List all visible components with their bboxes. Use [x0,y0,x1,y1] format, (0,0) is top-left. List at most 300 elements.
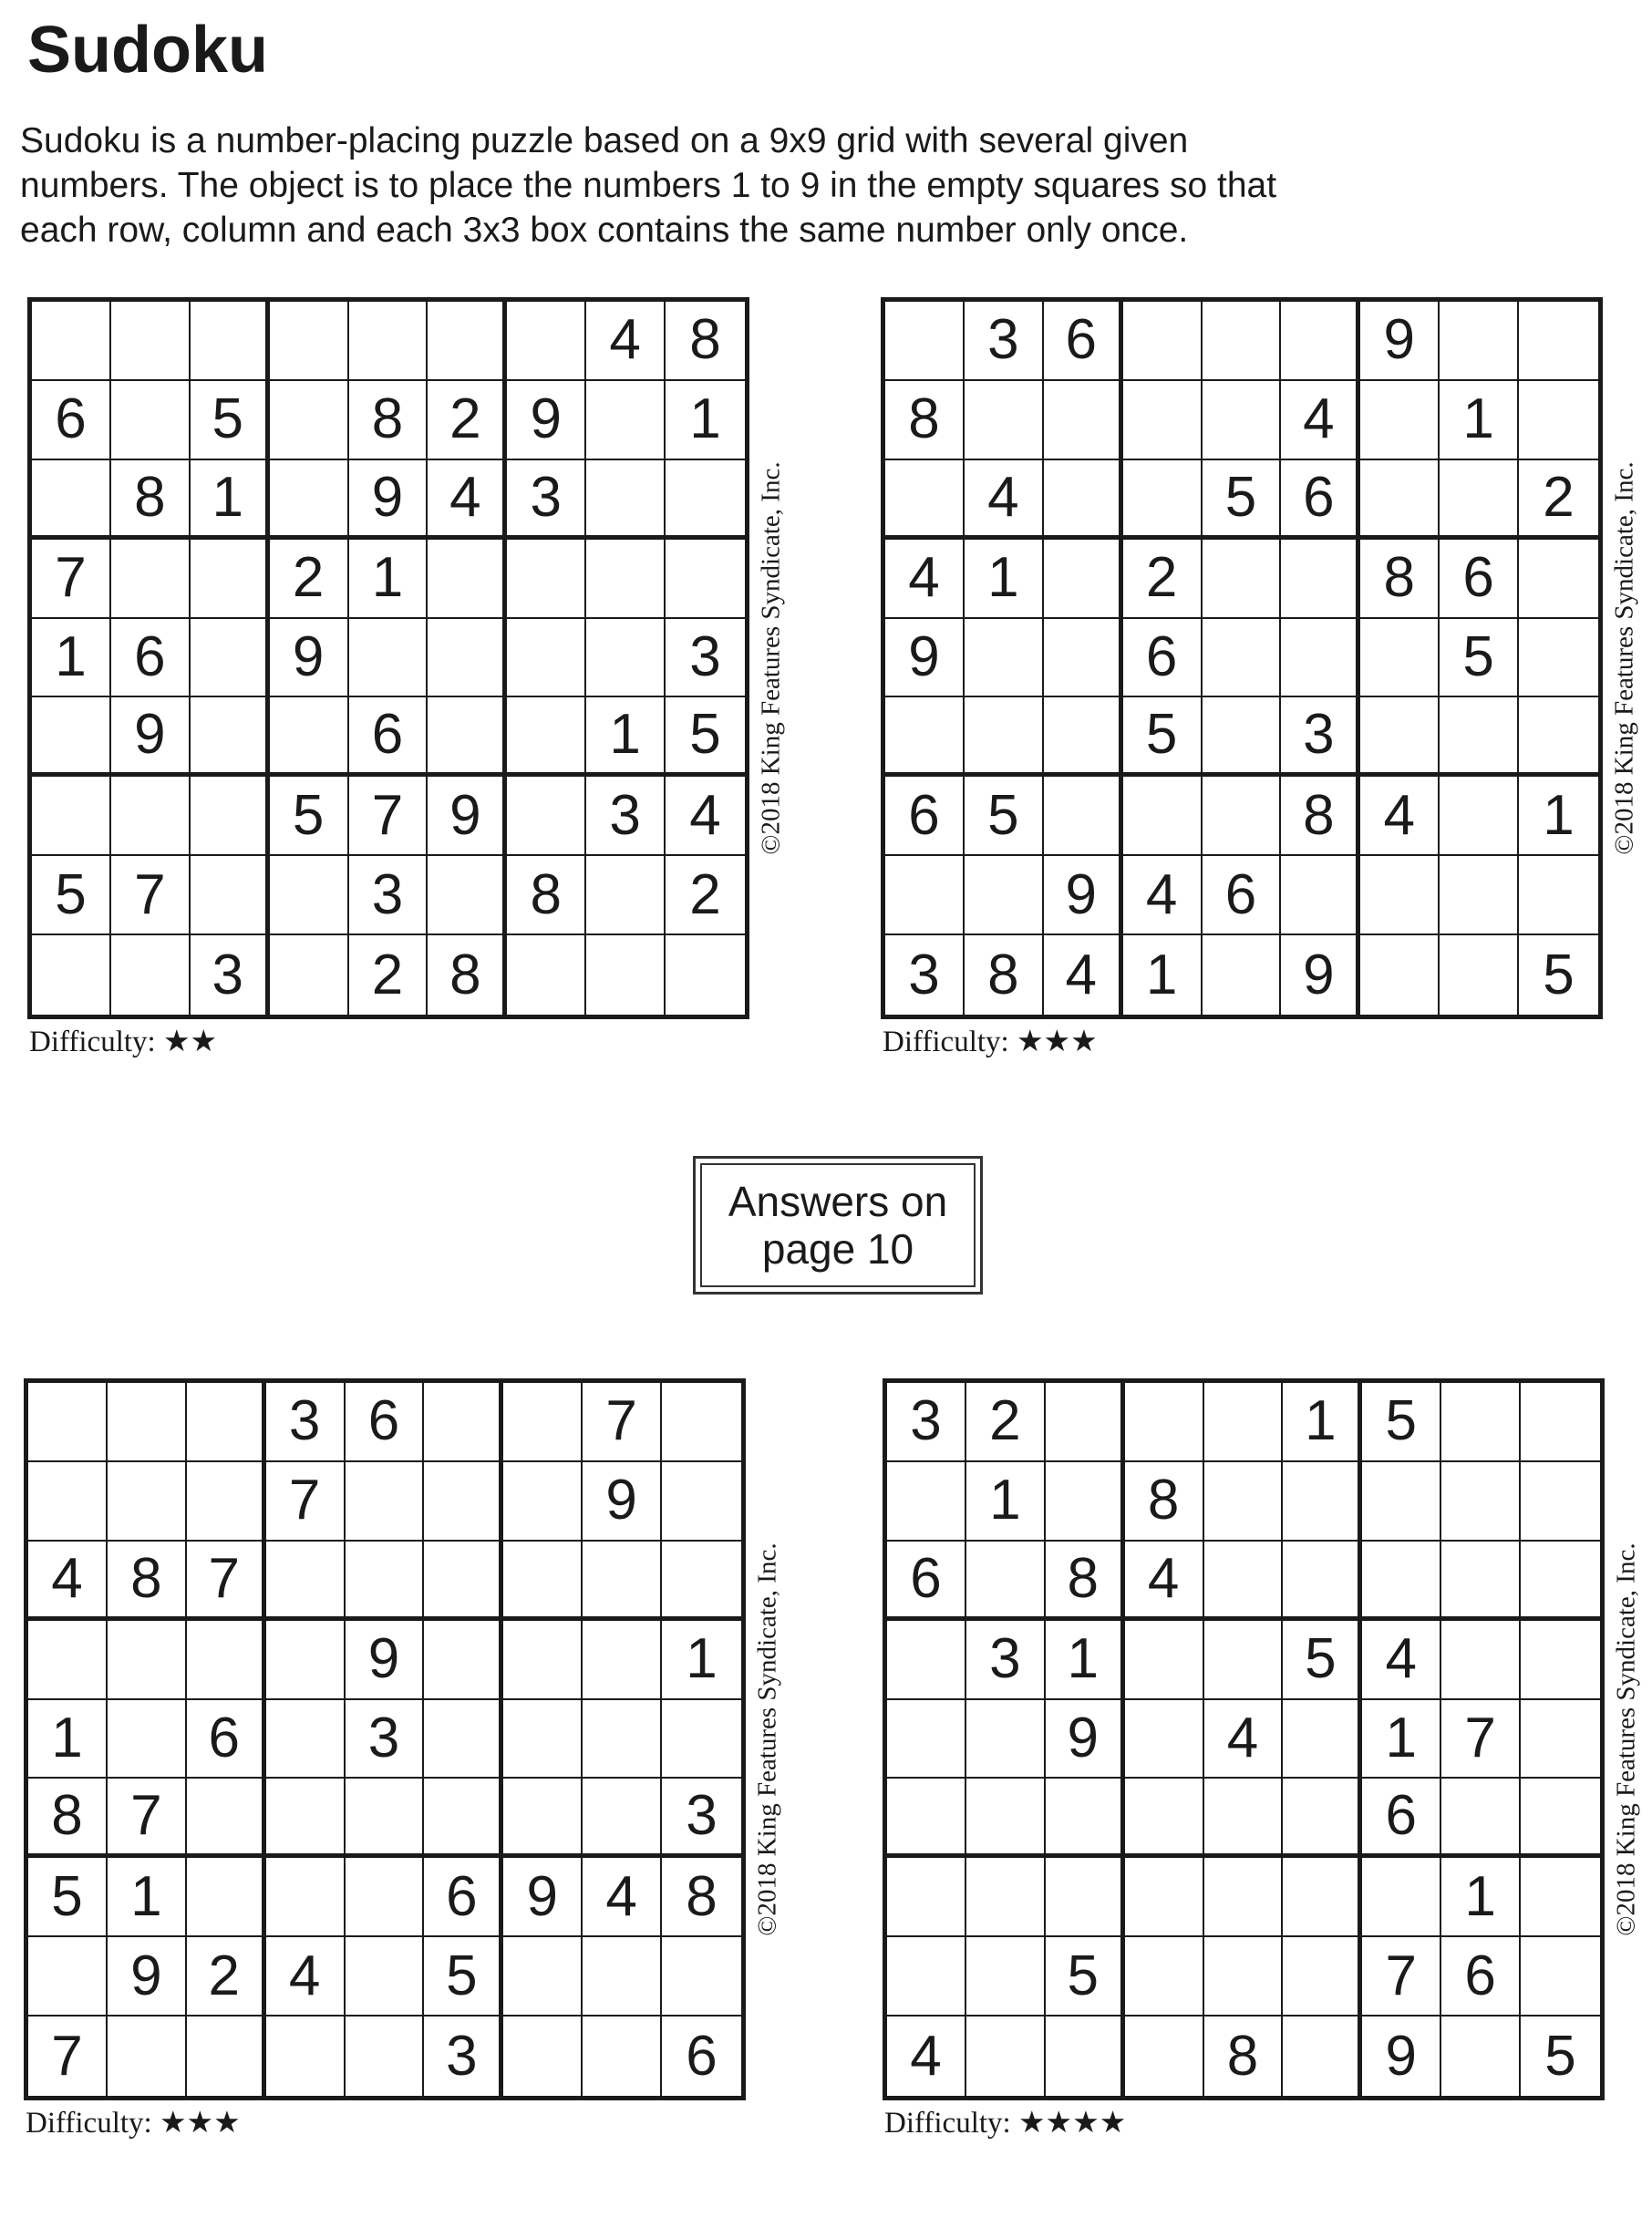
empty-cell[interactable] [1204,1779,1284,1858]
empty-cell[interactable] [424,1779,503,1858]
given-cell: 9 [1360,302,1440,381]
empty-cell[interactable] [424,1621,503,1700]
empty-cell[interactable] [503,1462,583,1542]
copyright-text: ©2018 King Features Syndicate, Inc. [1609,461,1639,855]
given-cell: 9 [108,1937,187,2017]
empty-cell[interactable] [1283,1779,1362,1858]
empty-cell[interactable] [1360,856,1440,935]
empty-cell[interactable] [662,1700,741,1779]
empty-cell[interactable] [1044,697,1123,777]
empty-cell[interactable] [1123,302,1203,381]
empty-cell[interactable] [1521,1779,1600,1858]
given-cell: 5 [1544,2024,1576,2088]
given-cell: 8 [507,856,586,935]
given-cell: 2 [428,381,507,460]
given-cell: 8 [111,460,191,540]
empty-cell[interactable] [1441,2017,1521,2096]
empty-cell[interactable] [270,460,349,540]
given-cell: 4 [1362,1621,1441,1700]
empty-cell[interactable] [507,935,586,1015]
given-cell: 2 [349,935,428,1015]
empty-cell[interactable] [1046,1779,1125,1858]
given-cell: 1 [1123,935,1203,1015]
empty-cell[interactable] [346,2017,425,2096]
empty-cell[interactable] [1521,1858,1600,1937]
given-cell: 2 [966,1383,1046,1462]
empty-cell[interactable] [1044,619,1123,698]
empty-cell[interactable] [270,697,349,777]
given-cell: 4 [28,1542,108,1621]
empty-cell[interactable] [1203,935,1282,1015]
empty-cell[interactable] [503,1621,583,1700]
given-cell: 1 [1283,1383,1362,1462]
empty-cell[interactable] [266,1700,346,1779]
empty-cell[interactable] [887,1462,966,1542]
empty-cell[interactable] [1521,1542,1600,1621]
empty-cell[interactable] [885,302,965,381]
empty-cell[interactable] [108,2017,187,2096]
empty-cell[interactable] [503,1700,583,1779]
empty-cell[interactable] [1283,1462,1362,1542]
copyright-text: ©2018 King Features Syndicate, Inc. [752,1542,782,1936]
empty-cell[interactable] [1044,460,1123,540]
empty-cell[interactable] [346,1858,425,1937]
empty-cell[interactable] [586,935,666,1015]
empty-cell[interactable] [1044,777,1123,856]
empty-cell[interactable] [266,1779,346,1858]
empty-cell[interactable] [266,2017,346,2096]
empty-cell[interactable] [270,302,349,381]
empty-cell[interactable] [266,1858,346,1937]
empty-cell[interactable] [1440,302,1519,381]
copyright-text: ©2018 King Features Syndicate, Inc. [756,461,786,855]
empty-cell[interactable] [1440,697,1519,777]
empty-cell[interactable] [1046,1858,1125,1937]
given-cell: 4 [965,460,1044,540]
empty-cell[interactable] [1521,1937,1600,2017]
given-cell: 3 [662,1779,741,1858]
given-cell: 6 [887,1542,966,1621]
given-cell: 9 [349,460,428,540]
empty-cell[interactable] [1519,381,1598,460]
empty-cell[interactable] [666,460,745,540]
empty-cell[interactable] [586,856,666,935]
given-cell: 3 [1281,697,1360,777]
empty-cell[interactable] [428,856,507,935]
empty-cell[interactable] [1360,460,1440,540]
empty-cell[interactable] [966,1858,1046,1937]
empty-cell[interactable] [111,935,191,1015]
empty-cell[interactable] [1521,1383,1600,1462]
given-cell: 7 [583,1383,662,1462]
given-cell: 3 [586,777,666,856]
given-cell: 1 [1441,1858,1521,1937]
empty-cell[interactable] [1519,619,1598,698]
empty-cell[interactable] [887,1621,966,1700]
given-cell: 2 [270,540,349,619]
given-cell: 4 [1125,1542,1204,1621]
empty-cell[interactable] [1046,1383,1125,1462]
given-cell: 3 [666,619,745,698]
empty-cell[interactable] [1125,1700,1204,1779]
empty-cell[interactable] [187,1779,266,1858]
given-cell: 5 [666,697,745,777]
empty-cell[interactable] [424,1383,503,1462]
given-cell: 7 [266,1462,346,1542]
empty-cell[interactable] [346,1542,425,1621]
empty-cell[interactable] [507,302,586,381]
empty-cell[interactable] [266,1542,346,1621]
given-cell: 4 [666,777,745,856]
empty-cell[interactable] [1123,777,1203,856]
given-cell: 9 [1281,935,1360,1015]
empty-cell[interactable] [191,777,270,856]
given-cell: 9 [428,777,507,856]
empty-cell[interactable] [1440,935,1519,1015]
empty-cell[interactable] [1125,1621,1204,1700]
empty-cell[interactable] [1281,619,1360,698]
empty-cell[interactable] [1125,2017,1204,2096]
empty-cell[interactable] [662,1542,741,1621]
empty-cell[interactable] [1360,619,1440,698]
empty-cell[interactable] [1281,302,1360,381]
given-cell: 1 [965,540,1044,619]
empty-cell[interactable] [346,1779,425,1858]
empty-cell[interactable] [503,1937,583,2017]
empty-cell[interactable] [666,540,745,619]
given-cell: 9 [1046,1700,1125,1779]
empty-cell[interactable] [662,1383,741,1462]
empty-cell[interactable] [887,1779,966,1858]
empty-cell[interactable] [1283,2017,1362,2096]
given-cell: 8 [965,935,1044,1015]
empty-cell[interactable] [507,540,586,619]
empty-cell[interactable] [1360,935,1440,1015]
empty-cell[interactable] [191,619,270,698]
empty-cell[interactable] [108,1621,187,1700]
empty-cell[interactable] [583,1937,662,2017]
empty-cell[interactable] [424,1462,503,1542]
given-cell: 8 [885,381,965,460]
given-cell: 6 [1362,1779,1441,1858]
empty-cell[interactable] [428,619,507,698]
empty-cell[interactable] [503,1779,583,1858]
empty-cell[interactable] [349,619,428,698]
empty-cell[interactable] [965,856,1044,935]
empty-cell[interactable] [507,697,586,777]
empty-cell[interactable] [187,1621,266,1700]
empty-cell[interactable] [966,2017,1046,2096]
empty-cell[interactable] [1360,381,1440,460]
given-cell: 3 [266,1383,346,1462]
empty-cell[interactable] [583,1621,662,1700]
empty-cell[interactable] [111,302,191,381]
empty-cell[interactable] [583,1700,662,1779]
given-cell: 4 [1281,381,1360,460]
difficulty-rating: Difficulty: ★★★★ [884,2107,1127,2140]
empty-cell[interactable] [191,540,270,619]
empty-cell[interactable] [1519,540,1598,619]
given-cell: 7 [108,1779,187,1858]
given-cell: 7 [349,777,428,856]
given-cell: 4 [583,1858,662,1937]
empty-cell[interactable] [503,1383,583,1462]
empty-cell[interactable] [187,1383,266,1462]
empty-cell[interactable] [1123,381,1203,460]
given-cell: 1 [28,1700,108,1779]
empty-cell[interactable] [1044,381,1123,460]
empty-cell[interactable] [1283,1937,1362,2017]
empty-cell[interactable] [1204,1937,1284,2017]
given-cell: 6 [32,381,111,460]
given-cell: 1 [1440,381,1519,460]
given-cell: 8 [1046,1542,1125,1621]
empty-cell[interactable] [1046,1462,1125,1542]
empty-cell[interactable] [586,460,666,540]
given-cell: 7 [32,540,111,619]
empty-cell[interactable] [586,381,666,460]
empty-cell[interactable] [1283,1700,1362,1779]
given-cell: 2 [187,1937,266,2017]
empty-cell[interactable] [885,856,965,935]
empty-cell[interactable] [108,1462,187,1542]
empty-cell[interactable] [266,1621,346,1700]
given-cell: 8 [1125,1462,1204,1542]
given-cell: 4 [887,2017,966,2096]
empty-cell[interactable] [28,1462,108,1542]
empty-cell[interactable] [1125,1779,1204,1858]
given-cell: 2 [1519,460,1598,540]
empty-cell[interactable] [428,697,507,777]
empty-cell[interactable] [1440,777,1519,856]
copyright-text: ©2018 King Features Syndicate, Inc. [1611,1542,1641,1936]
empty-cell[interactable] [662,1462,741,1542]
given-cell: 6 [111,619,191,698]
empty-cell[interactable] [32,697,111,777]
empty-cell[interactable] [1203,777,1282,856]
given-cell: 8 [662,1858,741,1937]
empty-cell[interactable] [111,381,191,460]
empty-cell[interactable] [1440,856,1519,935]
empty-cell[interactable] [1204,1383,1284,1462]
empty-cell[interactable] [965,381,1044,460]
empty-cell[interactable] [666,935,745,1015]
empty-cell[interactable] [28,1383,108,1462]
empty-cell[interactable] [28,1937,108,2017]
empty-cell[interactable] [503,1542,583,1621]
given-cell: 3 [507,460,586,540]
empty-cell[interactable] [32,460,111,540]
empty-cell[interactable] [1521,1462,1600,1542]
empty-cell[interactable] [507,777,586,856]
given-cell: 3 [885,935,965,1015]
given-cell: 9 [885,619,965,698]
empty-cell[interactable] [507,619,586,698]
sudoku-grid [27,297,749,1019]
given-cell: 5 [32,856,111,935]
given-cell: 6 [686,2024,718,2088]
empty-cell[interactable] [32,935,111,1015]
empty-cell[interactable] [1281,540,1360,619]
empty-cell[interactable] [1204,1542,1284,1621]
empty-cell[interactable] [1362,1858,1441,1937]
empty-cell[interactable] [966,1937,1046,2017]
given-cell: 7 [187,1542,266,1621]
empty-cell[interactable] [1204,1621,1284,1700]
difficulty-rating: Difficulty: ★★★ [883,1026,1098,1058]
given-cell: 4 [266,1937,346,2017]
empty-cell[interactable] [662,1937,741,2017]
given-cell: 1 [32,619,111,698]
empty-cell[interactable] [887,1937,966,2017]
empty-cell[interactable] [1283,1858,1362,1937]
given-cell: 9 [270,619,349,698]
empty-cell[interactable] [1283,1542,1362,1621]
empty-cell[interactable] [586,540,666,619]
empty-cell[interactable] [1044,540,1123,619]
given-cell: 5 [1283,1621,1362,1700]
empty-cell[interactable] [1441,1542,1521,1621]
empty-cell[interactable] [1362,1542,1441,1621]
empty-cell[interactable] [108,1383,187,1462]
given-cell: 2 [666,856,745,935]
empty-cell[interactable] [428,302,507,381]
sudoku-grid [881,297,1603,1019]
empty-cell[interactable] [887,1858,966,1937]
empty-cell[interactable] [1125,1383,1204,1462]
empty-cell[interactable] [1519,302,1598,381]
empty-cell[interactable] [270,381,349,460]
given-cell: 5 [28,1858,108,1937]
empty-cell[interactable] [32,302,111,381]
empty-cell[interactable] [111,540,191,619]
empty-cell[interactable] [1203,697,1282,777]
empty-cell[interactable] [1203,381,1282,460]
empty-cell[interactable] [270,935,349,1015]
empty-cell[interactable] [1204,1462,1284,1542]
empty-cell[interactable] [111,777,191,856]
empty-cell[interactable] [187,1462,266,1542]
answers-note-line-2: page 10 [761,1225,914,1273]
empty-cell[interactable] [1125,1937,1204,2017]
empty-cell[interactable] [966,1542,1046,1621]
empty-cell[interactable] [1360,697,1440,777]
empty-cell[interactable] [583,1542,662,1621]
empty-cell[interactable] [503,2017,583,2096]
empty-cell[interactable] [1519,856,1598,935]
empty-cell[interactable] [424,1542,503,1621]
empty-cell[interactable] [424,1700,503,1779]
empty-cell[interactable] [1203,540,1282,619]
empty-cell[interactable] [583,1779,662,1858]
empty-cell[interactable] [965,697,1044,777]
empty-cell[interactable] [966,1700,1046,1779]
empty-cell[interactable] [1441,1779,1521,1858]
given-cell: 4 [586,302,666,381]
empty-cell[interactable] [1441,1462,1521,1542]
empty-cell[interactable] [1521,1700,1600,1779]
empty-cell[interactable] [187,2017,266,2096]
given-cell: 5 [1440,619,1519,698]
given-cell: 6 [346,1383,425,1462]
empty-cell[interactable] [1441,1383,1521,1462]
empty-cell[interactable] [1046,2017,1125,2096]
given-cell: 4 [1360,777,1440,856]
given-cell: 7 [111,856,191,935]
empty-cell[interactable] [1281,856,1360,935]
empty-cell[interactable] [887,1700,966,1779]
empty-cell[interactable] [885,460,965,540]
given-cell: 9 [346,1621,425,1700]
given-cell: 5 [191,381,270,460]
empty-cell[interactable] [965,619,1044,698]
empty-cell[interactable] [108,1700,187,1779]
empty-cell[interactable] [1440,460,1519,540]
empty-cell[interactable] [1362,1462,1441,1542]
empty-cell[interactable] [1441,1621,1521,1700]
given-cell: 5 [424,1937,503,2017]
given-cell: 1 [191,460,270,540]
empty-cell[interactable] [270,856,349,935]
empty-cell[interactable] [966,1779,1046,1858]
given-cell: 4 [1123,856,1203,935]
given-cell: 6 [349,697,428,777]
given-cell: 1 [349,540,428,619]
empty-cell[interactable] [346,1937,425,2017]
given-cell: 8 [428,935,507,1015]
empty-cell[interactable] [1521,1621,1600,1700]
given-cell: 6 [424,1858,503,1937]
empty-cell[interactable] [187,1858,266,1937]
given-cell: 6 [1044,302,1123,381]
empty-cell[interactable] [1203,302,1282,381]
given-cell: 9 [111,697,191,777]
given-cell: 5 [965,777,1044,856]
sudoku-grid [883,1378,1605,2100]
empty-cell[interactable] [1204,1858,1284,1937]
empty-cell[interactable] [32,777,111,856]
sudoku-grid [24,1378,746,2100]
empty-cell[interactable] [349,302,428,381]
empty-cell[interactable] [1123,460,1203,540]
empty-cell[interactable] [1125,1858,1204,1937]
empty-cell[interactable] [191,856,270,935]
empty-cell[interactable] [28,1621,108,1700]
difficulty-rating: Difficulty: ★★ [29,1026,218,1058]
empty-cell[interactable] [583,2017,662,2096]
empty-cell[interactable] [885,697,965,777]
given-cell: 9 [1044,856,1123,935]
given-cell: 8 [349,381,428,460]
empty-cell[interactable] [191,697,270,777]
given-cell: 8 [1204,2017,1284,2096]
given-cell: 1 [1046,1621,1125,1700]
given-cell: 6 [1281,460,1360,540]
given-cell: 5 [1543,943,1575,1006]
given-cell: 1 [1362,1700,1441,1779]
given-cell: 9 [1362,2017,1441,2096]
empty-cell[interactable] [1203,619,1282,698]
empty-cell[interactable] [346,1462,425,1542]
empty-cell[interactable] [1519,697,1598,777]
given-cell: 3 [965,302,1044,381]
empty-cell[interactable] [586,619,666,698]
empty-cell[interactable] [428,540,507,619]
given-cell: 7 [1441,1700,1521,1779]
given-cell: 6 [1440,540,1519,619]
empty-cell[interactable] [191,302,270,381]
difficulty-rating: Difficulty: ★★★ [26,2107,241,2140]
